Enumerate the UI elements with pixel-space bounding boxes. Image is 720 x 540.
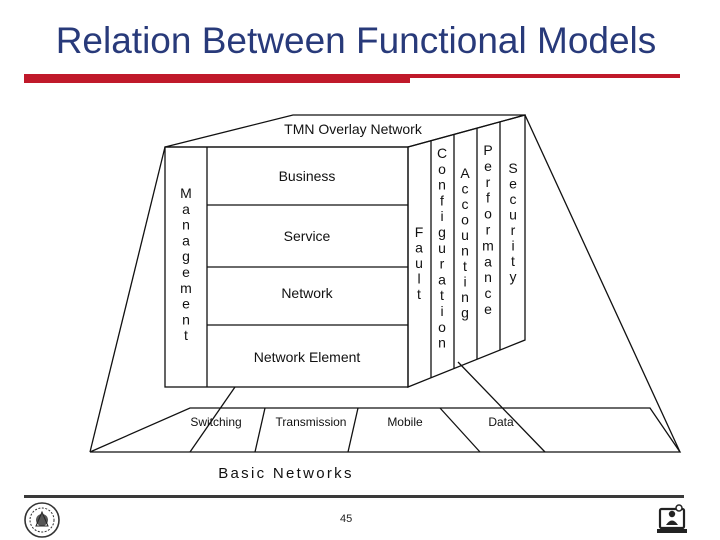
basic-network-label-mobile: Mobile xyxy=(387,415,423,429)
projection-line xyxy=(458,362,545,452)
basic-networks-plane xyxy=(90,408,680,452)
tmn-overlay-network-label: TMN Overlay Network xyxy=(284,121,422,137)
basic-networks-label: Basic Networks xyxy=(218,465,354,482)
layer-label-network: Network xyxy=(281,285,333,301)
base-divider xyxy=(255,408,265,452)
basic-network-label-data: Data xyxy=(488,415,514,429)
computer-user-icon xyxy=(655,503,691,537)
layer-label-network-element: Network Element xyxy=(253,349,361,365)
slide-title: Relation Between Functional Models xyxy=(55,20,657,61)
page-number: 45 xyxy=(340,513,353,525)
functional-area-label-performance: P e r f o r m a n c e xyxy=(482,142,494,317)
university-seal-icon xyxy=(22,500,62,540)
management-vertical-label: M a n a g e m e n t xyxy=(180,185,192,344)
functional-area-label-configuration: C o n f i g u r a t i o n xyxy=(436,145,448,351)
base-divider xyxy=(440,408,480,452)
basic-network-label-transmission: Transmission xyxy=(275,415,347,429)
projection-line xyxy=(525,115,680,452)
basic-network-label-switching: Switching xyxy=(190,415,242,429)
footer-divider xyxy=(24,495,684,498)
functional-area-label-security: S e c u r i t y xyxy=(508,160,518,285)
layer-label-business: Business xyxy=(278,168,336,184)
projection-line xyxy=(90,147,165,452)
layer-label-service: Service xyxy=(283,228,331,244)
functional-area-label-accounting: A c c o u n t i n g xyxy=(460,165,470,321)
base-divider xyxy=(348,408,358,452)
functional-area-label-fault: F a u l t xyxy=(414,224,424,302)
